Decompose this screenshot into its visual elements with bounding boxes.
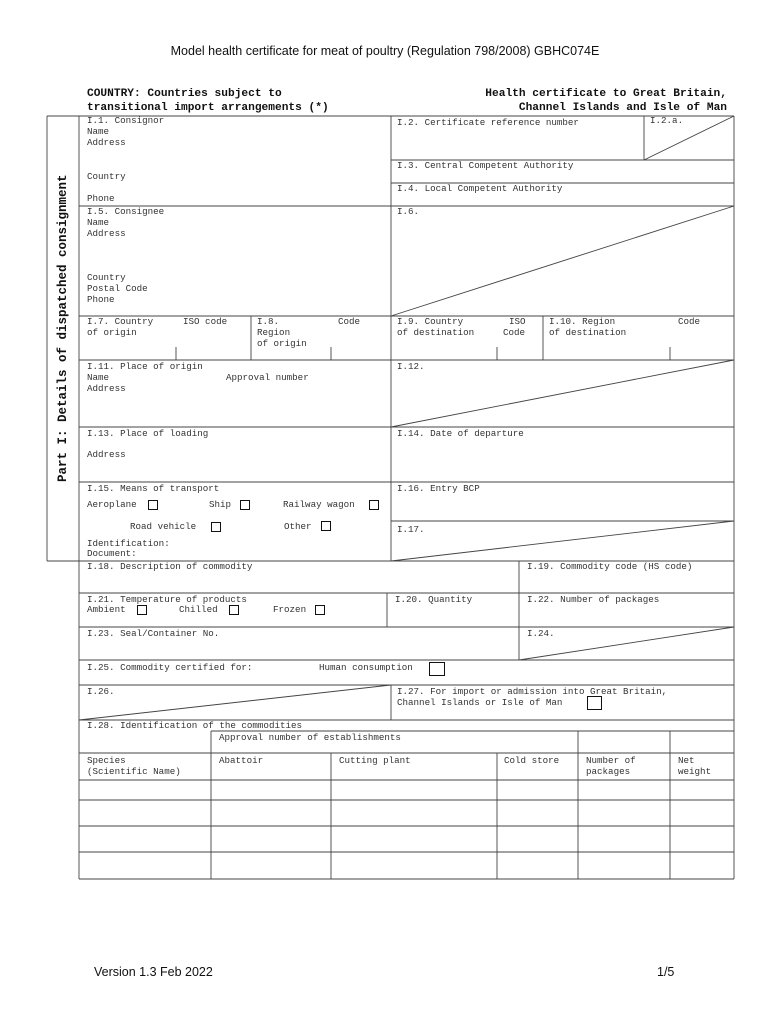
country-heading-line2: transitional import arrangements (*): [87, 102, 329, 114]
temperature-products-label: I.21. Temperature of products: [87, 594, 247, 605]
cert-heading-line2: Channel Islands and Isle of Man: [518, 102, 727, 114]
chilled-label: Chilled: [179, 604, 218, 615]
consignor-name-label: Name: [87, 126, 110, 137]
road-vehicle-checkbox[interactable]: [211, 522, 221, 532]
consignor-country-label: Country: [87, 171, 126, 182]
entry-bcp-label: I.16. Entry BCP: [397, 483, 480, 494]
country-destination-code-label: Code: [503, 327, 526, 338]
identification-label: Identification:: [87, 538, 170, 549]
human-consumption-label: Human consumption: [319, 662, 413, 673]
country-origin-iso-label: ISO code: [183, 316, 228, 327]
railway-wagon-checkbox[interactable]: [369, 500, 379, 510]
document-title: Model health certificate for meat of poultry (Regulation 798/2008) GBHC074E: [170, 44, 600, 58]
import-admission-checkbox[interactable]: [587, 696, 602, 710]
consignee-country-label: Country: [87, 272, 126, 283]
abattoir-header: Abattoir: [219, 755, 264, 766]
certificate-reference-label: I.2. Certificate reference number: [397, 117, 579, 128]
net-weight-header: Net: [678, 755, 695, 766]
cutting-plant-header: Cutting plant: [339, 755, 411, 766]
packages-header-2: packages: [586, 766, 631, 777]
commodity-code-label: I.19. Commodity code (HS code): [527, 561, 693, 572]
chilled-checkbox[interactable]: [229, 605, 239, 615]
other-transport-label: Other: [284, 521, 312, 532]
region-origin-label-3: of origin: [257, 338, 307, 349]
cold-store-header: Cold store: [504, 755, 560, 766]
version-footer: Version 1.3 Feb 2022: [94, 965, 213, 979]
document-label: Document:: [87, 548, 137, 559]
other-transport-checkbox[interactable]: [321, 521, 331, 531]
country-destination-label: I.9. Country: [397, 316, 464, 327]
road-vehicle-label: Road vehicle: [130, 521, 197, 532]
aeroplane-label: Aeroplane: [87, 499, 137, 510]
approval-establishments-label: Approval number of establishments: [219, 732, 401, 743]
consignee-name-label: Name: [87, 217, 110, 228]
consignor-address-label: Address: [87, 137, 126, 148]
consignor-phone-label: Phone: [87, 193, 115, 204]
i12-label: I.12.: [397, 361, 425, 372]
seal-container-label: I.23. Seal/Container No.: [87, 628, 220, 639]
frozen-checkbox[interactable]: [315, 605, 325, 615]
place-of-loading-address-label: Address: [87, 449, 126, 460]
country-destination-iso-label: ISO: [509, 316, 526, 327]
region-destination-code-label: Code: [678, 316, 701, 327]
import-admission-label: I.27. For import or admission into Great Britain,: [397, 686, 668, 697]
part-one-side-label: Part I: Details of dispatched consignment: [56, 174, 70, 482]
region-origin-code-label: Code: [338, 316, 361, 327]
i17-label: I.17.: [397, 524, 425, 535]
place-of-origin-address-label: Address: [87, 383, 126, 394]
consignor-label: I.1. Consignor: [87, 115, 165, 126]
place-of-origin-name-label: Name: [87, 372, 110, 383]
i2a-label: I.2.a.: [650, 115, 684, 126]
description-commodity-label: I.18. Description of commodity: [87, 561, 253, 572]
central-competent-authority-label: I.3. Central Competent Authority: [397, 160, 574, 171]
identification-commodities-label: I.28. Identification of the commodities: [87, 720, 303, 731]
aeroplane-checkbox[interactable]: [148, 500, 158, 510]
country-origin-label: I.7. Country: [87, 316, 154, 327]
packages-header: Number of: [586, 755, 636, 766]
ship-label: Ship: [209, 499, 232, 510]
human-consumption-checkbox[interactable]: [429, 662, 445, 676]
cert-heading-line1: Health certificate to Great Britain,: [485, 88, 727, 100]
consignee-postal-label: Postal Code: [87, 283, 148, 294]
means-of-transport-label: I.15. Means of transport: [87, 483, 220, 494]
number-of-packages-label: I.22. Number of packages: [527, 594, 660, 605]
country-heading-line1: COUNTRY: Countries subject to: [87, 88, 282, 100]
region-origin-label-2: Region: [257, 327, 291, 338]
commodity-certified-for-label: I.25. Commodity certified for:: [87, 662, 253, 673]
consignee-phone-label: Phone: [87, 294, 115, 305]
region-destination-label: I.10. Region: [549, 316, 616, 327]
i6-label: I.6.: [397, 206, 420, 217]
species-header: Species: [87, 755, 126, 766]
consignee-address-label: Address: [87, 228, 126, 239]
region-origin-label: I.8.: [257, 316, 280, 327]
species-header-2: (Scientific Name): [87, 766, 181, 777]
import-admission-label-2: Channel Islands or Isle of Man: [397, 697, 563, 708]
region-destination-label-2: of destination: [549, 327, 627, 338]
place-of-origin-approval-label: Approval number: [226, 372, 309, 383]
ambient-label: Ambient: [87, 604, 126, 615]
country-destination-label-2: of destination: [397, 327, 475, 338]
ship-checkbox[interactable]: [240, 500, 250, 510]
place-of-loading-label: I.13. Place of loading: [87, 428, 209, 439]
date-of-departure-label: I.14. Date of departure: [397, 428, 524, 439]
railway-wagon-label: Railway wagon: [283, 499, 355, 510]
net-weight-header-2: weight: [678, 766, 712, 777]
frozen-label: Frozen: [273, 604, 307, 615]
country-origin-label-2: of origin: [87, 327, 137, 338]
local-competent-authority-label: I.4. Local Competent Authority: [397, 183, 563, 194]
i24-label: I.24.: [527, 628, 555, 639]
quantity-label: I.20. Quantity: [395, 594, 473, 605]
place-of-origin-label: I.11. Place of origin: [87, 361, 203, 372]
i26-label: I.26.: [87, 686, 115, 697]
consignee-label: I.5. Consignee: [87, 206, 165, 217]
ambient-checkbox[interactable]: [137, 605, 147, 615]
page-number: 1/5: [657, 965, 675, 979]
